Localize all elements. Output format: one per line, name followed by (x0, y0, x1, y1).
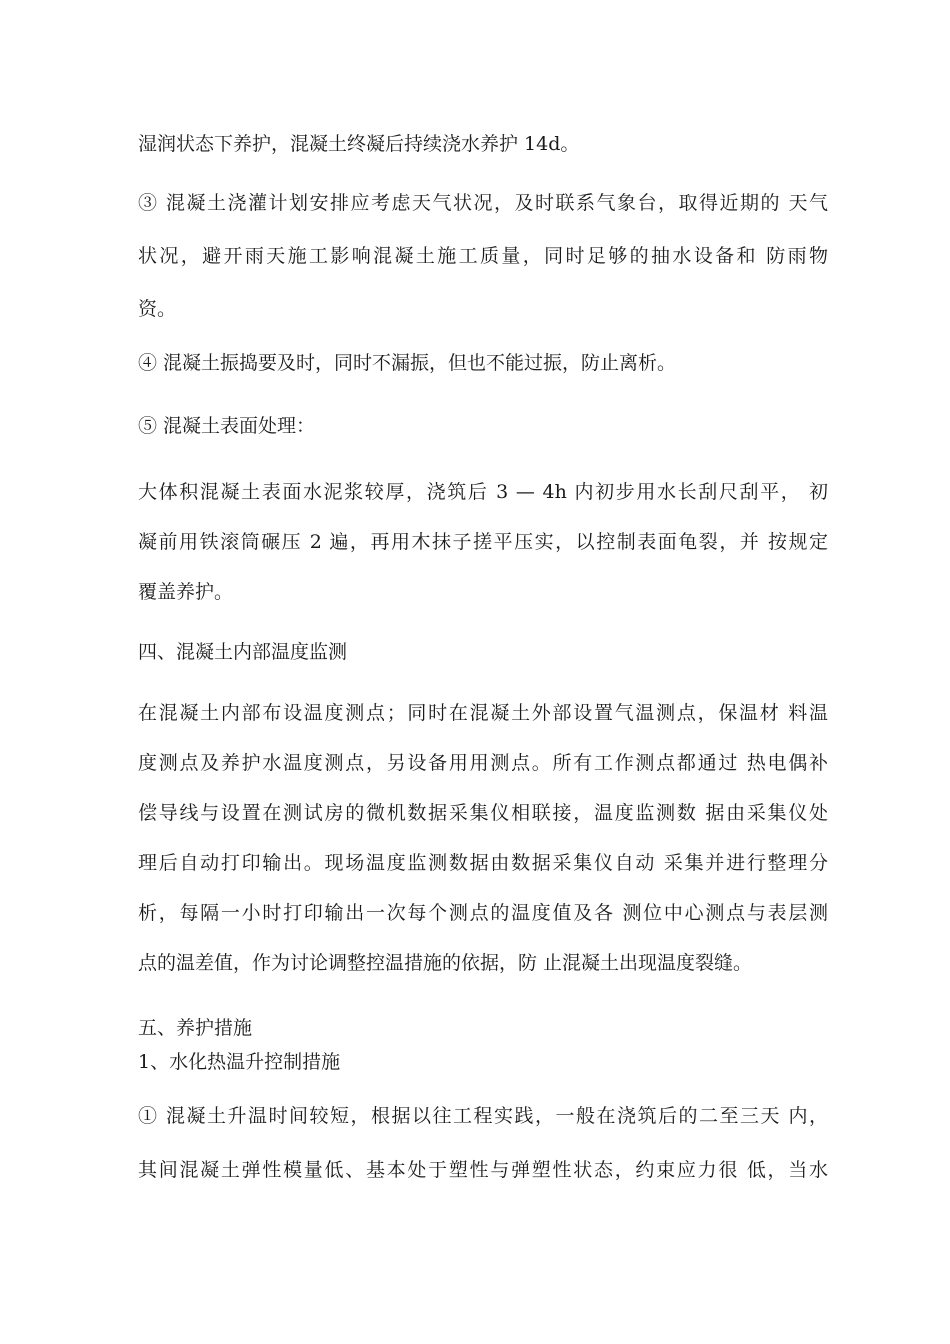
text-line: ④ 混凝土振捣要及时，同时不漏振，但也不能过振，防止离析。 (138, 352, 677, 374)
text-line: 析，每隔一小时打印输出一次每个测点的温度值及各 测位中心测点与表层测 (138, 902, 828, 924)
text-line: 其间混凝土弹性模量低、基本处于塑性与弹塑性状态，约束应力很 低，当水 (138, 1159, 828, 1181)
section-heading: 四、混凝土内部温度监测 (138, 641, 348, 663)
text-line: 状况，避开雨天施工影响混凝土施工质量，同时足够的抽水设备和 防雨物 (138, 245, 828, 267)
text-line: ① 混凝土升温时间较短，根据以往工程实践，一般在浇筑后的二至三天 内， (138, 1105, 828, 1127)
text-line: ③ 混凝土浇灌计划安排应考虑天气状况，及时联系气象台，取得近期的 天气 (138, 192, 828, 214)
text-line: 理后自动打印输出。现场温度监测数据由数据采集仪自动 采集并进行整理分 (138, 852, 828, 874)
text-line: 大体积混凝土表面水泥浆较厚，浇筑后 3 — 4h 内初步用水长刮尺刮平， 初 (138, 481, 828, 503)
text-line: 凝前用铁滚筒碾压 2 遍，再用木抹子搓平压实，以控制表面龟裂，并 按规定 (138, 531, 828, 553)
subsection-heading: 1、水化热温升控制措施 (138, 1051, 341, 1073)
text-line: ⑤ 混凝土表面处理： (138, 415, 316, 437)
section-heading: 五、养护措施 (138, 1017, 253, 1039)
text-line: 点的温差值，作为讨论调整控温措施的依据，防 止混凝土出现温度裂缝。 (138, 952, 753, 974)
text-line: 资。 (138, 298, 177, 320)
text-line: 湿润状态下养护，混凝土终凝后持续浇水养护 14d。 (138, 133, 580, 155)
text-line: 偿导线与设置在测试房的微机数据采集仪相联接，温度监测数 据由采集仪处 (138, 802, 828, 824)
text-line: 度测点及养护水温度测点，另设备用用测点。所有工作测点都通过 热电偶补 (138, 752, 828, 774)
text-line: 覆盖养护。 (138, 581, 234, 603)
text-line: 在混凝土内部布设温度测点；同时在混凝土外部设置气温测点，保温材 料温 (138, 702, 828, 724)
